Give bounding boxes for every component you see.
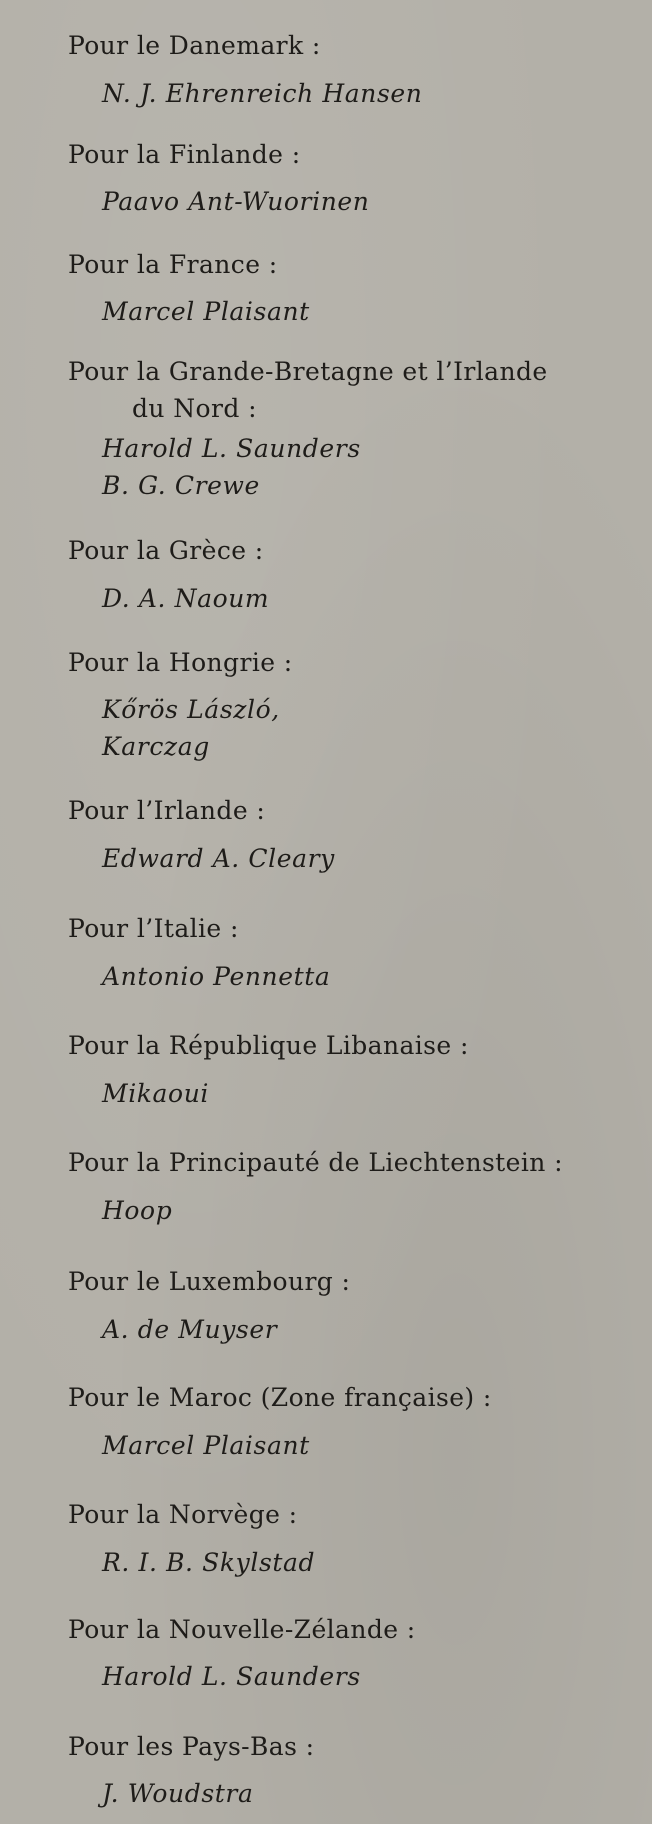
country-heading: Pour la République Libanaise : (68, 1031, 469, 1060)
signatory-name: Edward A. Cleary (102, 844, 335, 873)
country-heading: Pour la Hongrie : (68, 648, 293, 677)
country-heading: Pour la Nouvelle-Zélande : (68, 1615, 416, 1644)
signatory-name: J. Woudstra (102, 1779, 254, 1808)
signatory-name: Karczag (102, 732, 210, 761)
signatory-name: Marcel Plaisant (102, 1431, 310, 1460)
signatory-name: Antonio Pennetta (102, 962, 331, 991)
country-heading: Pour les Pays-Bas : (68, 1732, 315, 1761)
signatory-name: Kőrös László, (102, 695, 280, 724)
signatory-name: Hoop (102, 1196, 173, 1225)
country-heading: Pour la Grande-Bretagne et l’Irlande (68, 357, 548, 386)
signatory-name: Harold L. Saunders (102, 1662, 361, 1691)
country-heading: Pour l’Italie : (68, 914, 239, 943)
country-heading: Pour la Norvège : (68, 1500, 298, 1529)
country-heading: Pour le Luxembourg : (68, 1267, 351, 1296)
country-heading: Pour la France : (68, 250, 278, 279)
country-heading: Pour l’Irlande : (68, 796, 266, 825)
country-heading: Pour le Danemark : (68, 31, 321, 60)
country-heading-continuation: du Nord : (132, 394, 257, 423)
signatory-name: Marcel Plaisant (102, 297, 310, 326)
signatory-name: B. G. Crewe (102, 471, 260, 500)
signatory-name: Mikaoui (102, 1079, 209, 1108)
country-heading: Pour la Grèce : (68, 536, 264, 565)
signatory-name: D. A. Naoum (102, 584, 270, 613)
signatory-name: N. J. Ehrenreich Hansen (102, 79, 423, 108)
signatory-name: Paavo Ant-Wuorinen (102, 187, 370, 216)
country-heading: Pour la Finlande : (68, 140, 301, 169)
signatory-name: A. de Muyser (102, 1315, 278, 1344)
signatory-name: R. I. B. Skylstad (102, 1548, 316, 1577)
signatory-name: Harold L. Saunders (102, 434, 361, 463)
country-heading: Pour la Principauté de Liechtenstein : (68, 1148, 563, 1177)
country-heading: Pour le Maroc (Zone française) : (68, 1383, 492, 1412)
